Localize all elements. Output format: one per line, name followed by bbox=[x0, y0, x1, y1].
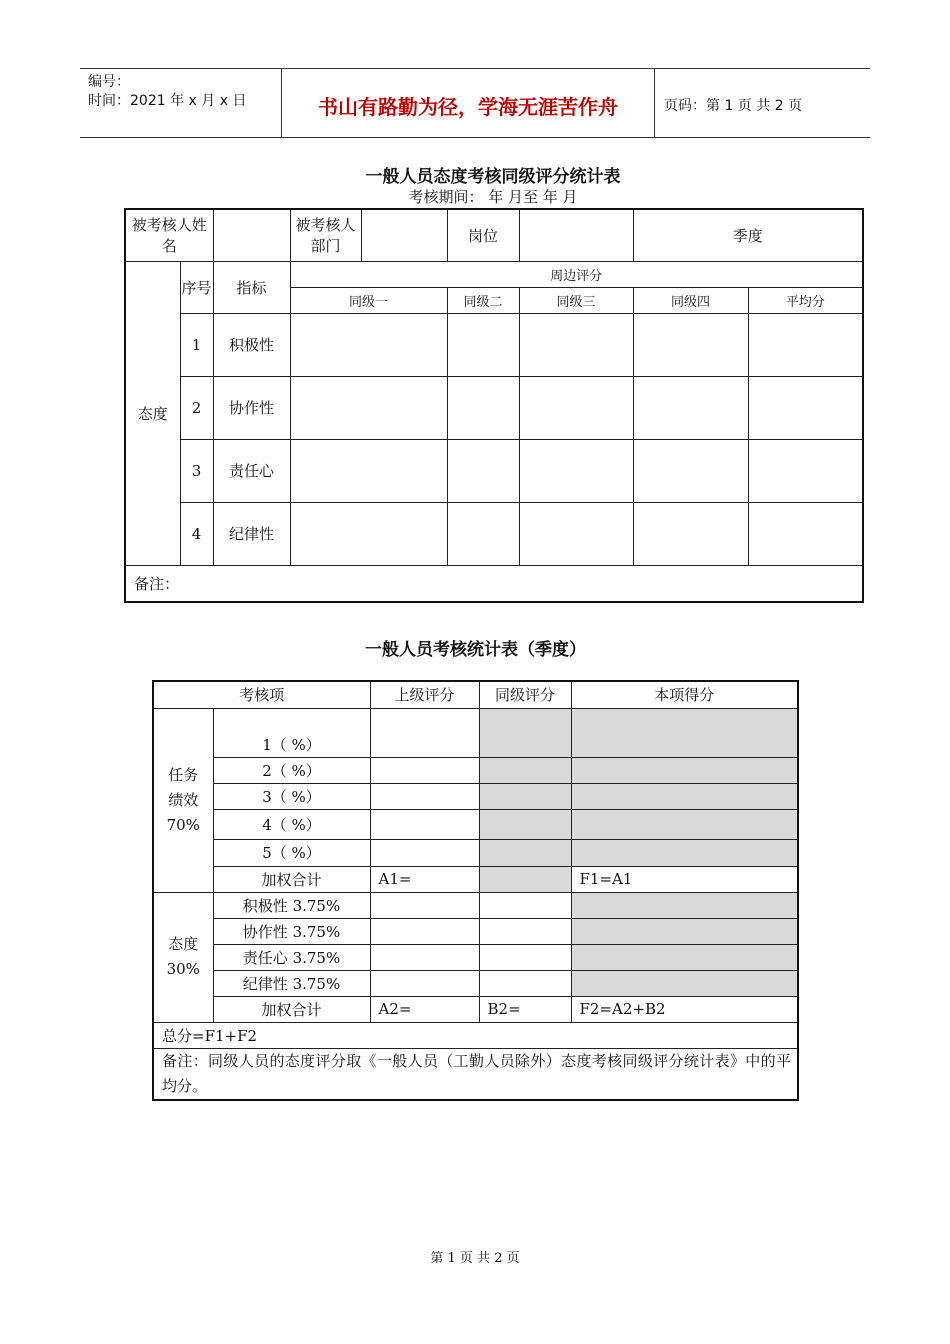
row-indicator: 纪律性 bbox=[213, 502, 290, 565]
task-item: 4（ %） bbox=[213, 809, 370, 839]
weighted-sum-label: 加权合计 bbox=[213, 866, 370, 892]
peer-score-cell-disabled bbox=[479, 809, 571, 839]
group-header: 周边评分 bbox=[290, 261, 863, 287]
indicator-header: 指标 bbox=[213, 261, 290, 313]
sup-score-cell[interactable] bbox=[370, 970, 479, 996]
peer-score-cell[interactable] bbox=[479, 918, 571, 944]
table-row bbox=[125, 313, 863, 376]
sum-a1: A1= bbox=[370, 866, 479, 892]
peer-score-cell-disabled bbox=[479, 783, 571, 809]
row-seq: 3 bbox=[180, 439, 213, 502]
sup-score-cell[interactable] bbox=[370, 918, 479, 944]
total-score: 总分=F1+F2 bbox=[153, 1022, 798, 1048]
peer-score-cell-disabled bbox=[479, 839, 571, 866]
peer-score-cell[interactable] bbox=[479, 892, 571, 918]
score-cell[interactable] bbox=[290, 376, 447, 439]
item-score-cell-disabled bbox=[571, 892, 798, 918]
table2-title: 一般人员考核统计表（季度） bbox=[365, 640, 586, 660]
peer-score-table bbox=[124, 208, 864, 603]
task-item: 2（ %） bbox=[213, 757, 370, 783]
score-cell[interactable] bbox=[290, 502, 447, 565]
task-label-text: 任务绩效70% bbox=[166, 765, 200, 834]
row-indicator: 责任心 bbox=[213, 439, 290, 502]
category-attitude: 态度 bbox=[125, 261, 180, 565]
col-header: 同级评分 bbox=[479, 681, 571, 708]
score-cell[interactable] bbox=[748, 376, 863, 439]
item-score-cell-disabled bbox=[571, 839, 798, 866]
sup-score-cell[interactable] bbox=[370, 892, 479, 918]
score-cell[interactable] bbox=[447, 439, 519, 502]
attitude-item: 积极性 3.75% bbox=[213, 892, 370, 918]
item-score-cell-disabled bbox=[571, 944, 798, 970]
time-label: 时间：2021 年 x 月 x 日 bbox=[88, 93, 247, 109]
score-cell[interactable] bbox=[447, 313, 519, 376]
header-divider bbox=[654, 69, 655, 137]
col-header: 平均分 bbox=[748, 287, 863, 313]
score-cell[interactable] bbox=[447, 376, 519, 439]
seq-header: 序号 bbox=[180, 261, 213, 313]
score-cell[interactable] bbox=[519, 313, 633, 376]
attitude-item: 协作性 3.75% bbox=[213, 918, 370, 944]
item-score-cell-disabled bbox=[571, 757, 798, 783]
table1-period: 考核期间： 年 月至 年 月 bbox=[408, 188, 578, 206]
score-cell[interactable] bbox=[633, 502, 748, 565]
col-header: 同级三 bbox=[519, 287, 633, 313]
score-cell[interactable] bbox=[519, 502, 633, 565]
attitude-label bbox=[153, 892, 213, 1022]
col-header: 同级四 bbox=[633, 287, 748, 313]
peer-score-cell[interactable] bbox=[479, 944, 571, 970]
col-header: 同级二 bbox=[447, 287, 519, 313]
score-cell[interactable] bbox=[633, 439, 748, 502]
score-cell[interactable] bbox=[633, 313, 748, 376]
name-label: 被考核人姓名 bbox=[125, 209, 213, 261]
table-row bbox=[125, 439, 863, 502]
name-value[interactable] bbox=[213, 209, 290, 261]
attitude-item: 责任心 3.75% bbox=[213, 944, 370, 970]
header-meta bbox=[88, 73, 246, 111]
table-row bbox=[125, 502, 863, 565]
season-label: 季度 bbox=[633, 209, 863, 261]
row-seq: 1 bbox=[180, 313, 213, 376]
row-seq: 2 bbox=[180, 376, 213, 439]
peer-score-cell-disabled bbox=[479, 866, 571, 892]
sup-score-cell[interactable] bbox=[370, 809, 479, 839]
score-cell[interactable] bbox=[748, 313, 863, 376]
page-header bbox=[80, 68, 870, 138]
item-score-cell-disabled bbox=[571, 809, 798, 839]
item-score-cell-disabled bbox=[571, 918, 798, 944]
sum-b2: B2= bbox=[479, 996, 571, 1022]
score-cell[interactable] bbox=[519, 439, 633, 502]
score-cell[interactable] bbox=[290, 439, 447, 502]
sup-score-cell[interactable] bbox=[370, 783, 479, 809]
table1-title: 一般人员态度考核同级评分统计表 bbox=[365, 167, 621, 187]
table1-remark: 备注： bbox=[125, 565, 863, 602]
number-label: 编号： bbox=[88, 74, 130, 90]
page-info: 页码：第 1 页 共 2 页 bbox=[664, 98, 803, 114]
peer-score-cell-disabled bbox=[479, 708, 571, 757]
row-indicator: 积极性 bbox=[213, 313, 290, 376]
sum-f2: F2=A2+B2 bbox=[571, 996, 798, 1022]
row-indicator: 协作性 bbox=[213, 376, 290, 439]
score-cell[interactable] bbox=[748, 502, 863, 565]
sup-score-cell[interactable] bbox=[370, 757, 479, 783]
sup-score-cell[interactable] bbox=[370, 944, 479, 970]
post-value[interactable] bbox=[519, 209, 633, 261]
score-cell[interactable] bbox=[519, 376, 633, 439]
page-footer: 第 1 页 共 2 页 bbox=[430, 1251, 520, 1266]
sup-score-cell[interactable] bbox=[370, 839, 479, 866]
weighted-sum-label: 加权合计 bbox=[213, 996, 370, 1022]
attitude-item: 纪律性 3.75% bbox=[213, 970, 370, 996]
task-item: 1（ %） bbox=[213, 708, 370, 757]
peer-score-cell-disabled bbox=[479, 757, 571, 783]
peer-score-cell[interactable] bbox=[479, 970, 571, 996]
table2-remark: 备注：同级人员的态度评分取《一般人员（工勤人员除外）态度考核同级评分统计表》中的平均分。 bbox=[153, 1048, 798, 1100]
item-score-cell-disabled bbox=[571, 970, 798, 996]
col-header: 考核项 bbox=[153, 681, 370, 708]
table-row bbox=[125, 376, 863, 439]
score-cell[interactable] bbox=[447, 502, 519, 565]
post-label: 岗位 bbox=[447, 209, 519, 261]
item-score-cell-disabled bbox=[571, 783, 798, 809]
score-cell[interactable] bbox=[748, 439, 863, 502]
task-item: 5（ %） bbox=[213, 839, 370, 866]
item-score-cell-disabled bbox=[571, 708, 798, 757]
sup-score-cell[interactable] bbox=[370, 708, 479, 757]
col-header: 同级一 bbox=[290, 287, 447, 313]
attitude-label-text: 态度30% bbox=[166, 935, 200, 978]
dept-value[interactable] bbox=[361, 209, 447, 261]
task-item: 3（ %） bbox=[213, 783, 370, 809]
task-performance-label bbox=[153, 708, 213, 892]
col-header: 本项得分 bbox=[571, 681, 798, 708]
sum-f1: F1=A1 bbox=[571, 866, 798, 892]
motto: 书山有路勤为径，学海无涯苦作舟 bbox=[318, 95, 618, 119]
score-cell[interactable] bbox=[633, 376, 748, 439]
dept-label: 被考核人部门 bbox=[290, 209, 361, 261]
quarterly-summary-table bbox=[152, 680, 799, 1101]
score-cell[interactable] bbox=[290, 313, 447, 376]
row-seq: 4 bbox=[180, 502, 213, 565]
col-header: 上级评分 bbox=[370, 681, 479, 708]
sum-a2: A2= bbox=[370, 996, 479, 1022]
